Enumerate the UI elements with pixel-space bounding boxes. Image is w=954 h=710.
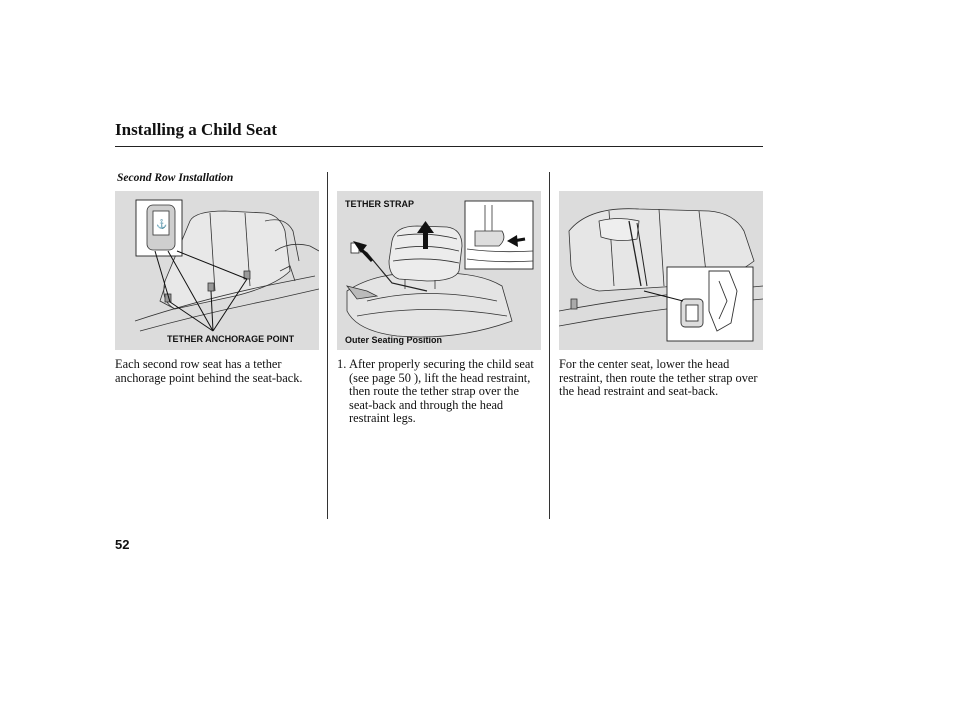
step-item	[337, 358, 541, 426]
tether-strap-label: TETHER STRAP	[345, 199, 415, 209]
svg-text:⚓: ⚓	[156, 219, 168, 229]
section-heading: Second Row Installation	[117, 172, 234, 184]
column-3-text	[559, 358, 769, 399]
column-1-text	[115, 358, 319, 385]
column-2-text	[337, 358, 541, 426]
figure-caption: TETHER ANCHORAGE POINT	[167, 334, 295, 344]
figure-tether-anchorage	[115, 191, 319, 350]
column-divider-2	[549, 172, 550, 519]
figure-caption: Outer Seating Position	[345, 335, 443, 345]
center-seat-tether-illustration	[559, 191, 763, 350]
figure-outer-seating	[337, 191, 541, 350]
column-divider-1	[327, 172, 328, 519]
center-seat-description: For the center seat, lower the head restraint, then route the tether strap over the head restraint and seat-back.	[559, 357, 758, 398]
page-title: Installing a Child Seat	[115, 120, 278, 139]
page-number: 52	[115, 537, 130, 552]
head-restraint-illustration	[337, 191, 541, 350]
figure-center-seat	[559, 191, 763, 350]
title-divider	[115, 146, 763, 147]
seat-anchorage-illustration	[115, 191, 319, 350]
anchorage-description: Each second row seat has a tether anchorage point behind the seat-back.	[115, 357, 303, 385]
step-text: After properly securing the child seat (see page 50 ), lift the head restraint, then route the tether strap over the seat-back and through the head restraint legs.	[349, 357, 534, 425]
step-number: 1.	[337, 357, 347, 371]
